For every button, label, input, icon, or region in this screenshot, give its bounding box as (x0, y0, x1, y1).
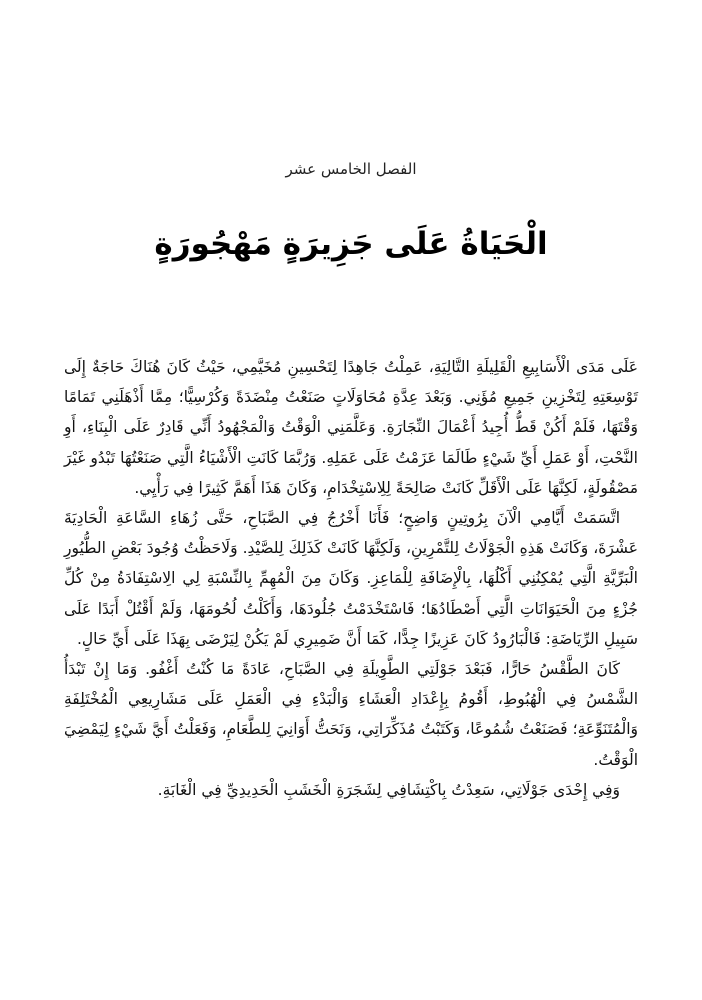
paragraph-1: عَلَى مَدَى الْأَسَابِيعِ الْقَلِيلَةِ التَّالِيَةِ، عَمِلْتُ جَاهِدًا لِتَحْسِينِ مُخَيَّمِي، حَيْثُ كَانَ هُنَاكَ حَاجَةٌ إِلَى تَوْسِعَتِهِ لِتَخْزِينِ جَمِيعِ مُؤَنِي. وَبَعْدَ عِدَّةِ مُحَاوَلَاتٍ صَنَعْتُ مِنْضَدَةً وَكُرْسِيًّا؛ مِمَّا أَذْهَلَنِي تَمَامًا وَقْتَهَا، فَلَمْ أَكُنْ قَطُّ أُجِيدُ أَعْمَالَ النِّجَارَةِ. وَعَلَّمَنِي الْوَقْتُ وَالْمَجْهُودُ أَنِّي قَادِرٌ عَلَى الْبِنَاءِ، أَوِ النَّحْتِ، أَوْ عَمَلِ أَيِّ شَيْءٍ طَالَمَا عَزَمْتُ عَلَى عَمَلِهِ. وَرُبَّمَا كَانَتِ الْأَشْيَاءُ الَّتِي صَنَعْتُهَا تَبْدُو غَيْرَ مَصْقُولَةٍ، لَكِنَّهَا عَلَى الْأَقَلِّ كَانَتْ صَالِحَةً لِلِاسْتِخْدَامِ، وَكَانَ هَذَا أَهَمَّ كَثِيرًا فِي رَأْيِي. (64, 358, 638, 497)
chapter-label: الفصل الخامس عشر (285, 160, 417, 178)
chapter-title: الْحَيَاةُ عَلَى جَزِيرَةٍ مَهْجُورَةٍ (154, 226, 548, 262)
paragraph-2: اتَّسَمَتْ أَيَّامِي الْآنَ بِرُوتِينٍ وَاضِحٍ؛ فَأَنَا أَخْرُجُ فِي الصَّبَاحِ، حَتَّى زُهَاءِ السَّاعَةِ الْحَادِيَةَ عَشْرَةَ، وَكَانَتْ هَذِهِ الْجَوْلَاتُ لِلتَّمْرِينِ، وَلَكِنَّهَا كَانَتْ كَذَلِكَ لِلصَّيْدِ. وَلَاحَظْتُ وُجُودَ بَعْضِ الطُّيُورِ الْبَرِّيَّةِ الَّتِي يُمْكِنُنِي أَكْلُهَا، بِالْإِضَافَةِ لِلْمَاعِزِ. وَكَانَ مِنَ الْمُهِمِّ بِالنِّسْبَةِ لِي الِاسْتِفَادَةُ مِنْ كُلِّ جُزْءٍ مِنَ الْحَيَوَانَاتِ الَّتِي أَصْطَادُهَا؛ فَاسْتَخْدَمْتُ جُلُودَهَا، وَأَكَلْتُ لُحُومَهَا، وَلَمْ أَقْتُلْ أَبَدًا عَلَى سَبِيلِ الرِّيَاضَةِ: فَالْبَارُودُ كَانَ عَزِيزًا جِدًّا، كَمَا أَنَّ ضَمِيرِي لَمْ يَكُنْ لِيَرْضَى بِهَذَا عَلَى أَيِّ حَالٍ. (64, 509, 638, 648)
paragraph-3: كَانَ الطَّقْسُ حَارًّا، فَبَعْدَ جَوْلَتِي الطَّوِيلَةِ فِي الصَّبَاحِ، عَادَةً مَا كُنْتُ أَغْفُو. وَمَا إِنْ تَبْدَأُ الشَّمْسُ فِي الْهُبُوطِ، أَقُومُ بِإِعْدَادِ الْعَشَاءِ وَالْبَدْءِ فِي الْعَمَلِ عَلَى مَشَارِيعِي الْمُخْتَلِفَةِ وَالْمُتَنَوِّعَةِ؛ فَصَنَعْتُ شُمُوعًا، وَكَتَبْتُ مُذَكِّرَاتِي، وَنَحَتُّ أَوَانِيَ لِلطَّعَامِ، وَفَعَلْتُ أَيَّ شَيْءٍ لِيَمْضِيَ الْوَقْتُ. (64, 660, 638, 769)
chapter-body (64, 352, 638, 805)
paragraph-4: وَفِي إِحْدَى جَوْلَاتِي، سَعِدْتُ بِاكْتِشَافِي لِشَجَرَةِ الْخَشَبِ الْحَدِيدِيِّ فِي الْغَابَةِ. (157, 780, 620, 799)
